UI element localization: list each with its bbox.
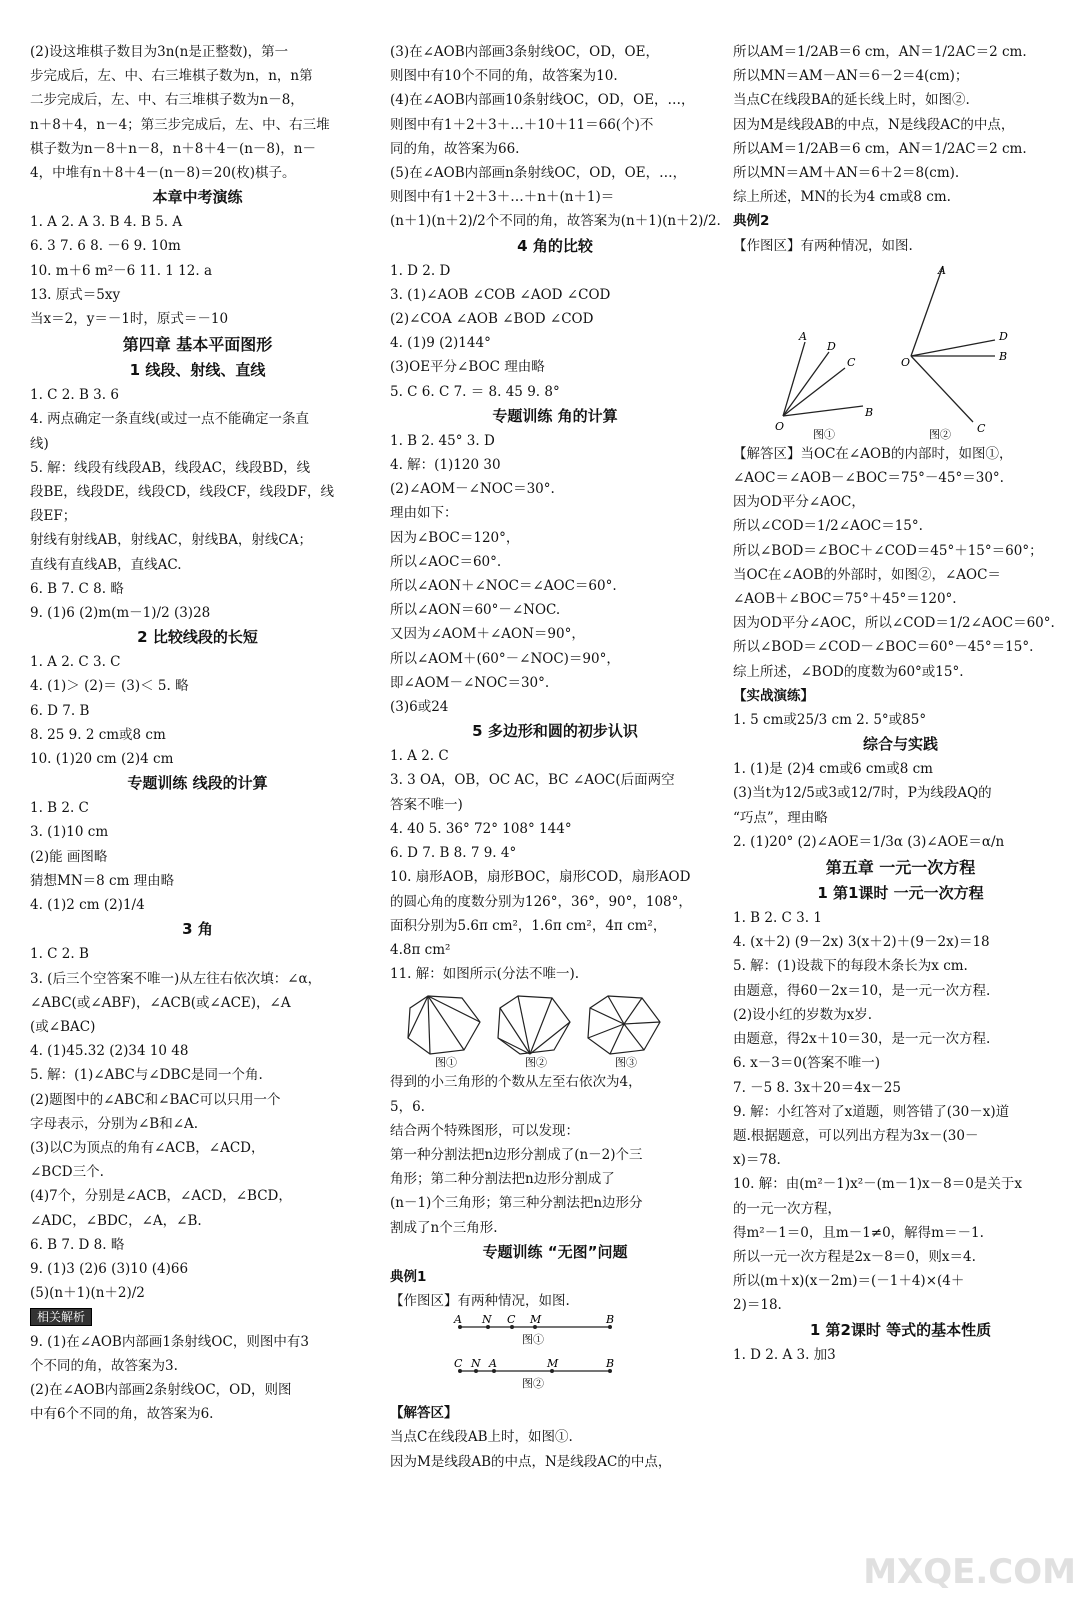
figure-caption: 图③ <box>615 1056 637 1069</box>
text-line: 即∠AOM－∠NOC＝30°. <box>390 674 550 691</box>
text-line: 则图中有10个不同的角，故答案为10. <box>390 68 618 85</box>
text-line: 因为M是线段AB的中点，N是线段AC的中点， <box>733 116 1015 133</box>
text-line: 【解答区】当OC在∠AOB的内部时，如图①， <box>733 445 1013 462</box>
text-line: 二步完成后，左、中、右三堆棋子数为n－8， <box>30 92 304 109</box>
figure-caption: 图① <box>813 427 835 440</box>
text-line: 因为OD平分∠AOC，所以∠COD＝1/2∠AOC＝60°. <box>733 615 1055 632</box>
text-line: 13. 原式＝5xy <box>30 286 121 303</box>
text-line: 角形；第二种分割法把n边形分割成了 <box>390 1171 615 1188</box>
heptagon-figure-3 <box>588 996 660 1054</box>
point-label: C <box>507 1315 516 1327</box>
point-label: O <box>775 419 785 433</box>
section-heading: 1 线段、射线、直线 <box>129 361 266 380</box>
text-line: 的一元一次方程， <box>733 1200 841 1217</box>
text-line: “巧点”，理由略 <box>733 809 828 826</box>
text-line: 3. 3 OA，OB，OC AC，BC ∠AOC(后面两空 <box>390 772 675 789</box>
chapter-heading: 第四章 基本平面图形 <box>122 335 273 355</box>
chapter-heading: 第五章 一元一次方程 <box>825 858 976 878</box>
text-line: 面积分别为5.6π cm²，1.6π cm²，4π cm²， <box>390 917 667 934</box>
text-line: 4. (1)45.32 (2)34 10 48 <box>30 1043 189 1060</box>
section-heading: 4 角的比较 <box>517 236 593 255</box>
text-line: 个不同的角，故答案为3. <box>30 1357 178 1374</box>
text-line: 6. D 7. B 8. 7 9. 4° <box>390 845 517 862</box>
text-line: 所以∠AON＝60°－∠NOC. <box>390 602 561 619</box>
text-line: 结合两个特殊图形，可以发现： <box>390 1122 579 1139</box>
section-heading: 综合与实践 <box>862 735 938 754</box>
text-line: (n－1)个三角形；第三种分割法把n边形分 <box>390 1195 643 1212</box>
text-line: 所以∠AON＋∠NOC＝∠AOC＝60°. <box>390 578 617 595</box>
text-line: (或∠BAC) <box>30 1018 96 1035</box>
point-label: A <box>799 329 807 343</box>
text-line: 2. (1)20° (2)∠AOE＝1/3α (3)∠AOE＝α/n <box>733 833 1005 850</box>
text-line: n＋8＋4，n－4；第三步完成后，左、中、右三堆 <box>30 116 330 133</box>
text-line: 1. B 2. C <box>30 800 89 817</box>
text-line: 5. 解：(1)设裁下的每段木条长为x cm. <box>733 958 968 975</box>
text-line: 综上所述，∠BOD的度数为60°或15°. <box>733 663 964 680</box>
text-line: 字母表示，分别为∠B和∠A. <box>30 1115 199 1132</box>
text-line: ∠ADC，∠BDC，∠A，∠B. <box>30 1212 202 1229</box>
text-line: 4. (1)9 (2)144° <box>390 335 491 352</box>
text-line: (2)设小红的岁数为x岁. <box>733 1006 873 1023</box>
text-line: 1. D 2. A 3. 加3 <box>733 1346 836 1363</box>
point-label: B <box>999 349 1008 363</box>
text-line: 棋子数为n－8＋n－8，n＋8＋4－(n－8)，n－ <box>30 140 316 157</box>
text-line: 1. 5 cm或25/3 cm 2. 5°或85° <box>733 712 927 729</box>
section-heading: 本章中考演练 <box>152 188 243 207</box>
text-line: 1. A 2. C <box>390 748 449 765</box>
text-line: (3)OE平分∠BOC 理由略 <box>390 359 545 376</box>
text-line: (2)∠COA ∠AOB ∠BOD ∠COD <box>390 311 594 328</box>
segment-figure <box>390 1315 710 1399</box>
practice-label: 【实战演练】 <box>733 687 814 704</box>
text-line: ∠AOB＋∠BOC＝75°＋45°＝120°. <box>733 591 957 608</box>
text-line: 8. 25 9. 2 cm或8 cm <box>30 726 166 743</box>
text-line: 则图中有1＋2＋3＋…＋n＋(n＋1)＝ <box>390 189 615 206</box>
text-line: 又因为∠AOM＋∠AON＝90°， <box>390 626 585 643</box>
text-line: 1. A 2. C 3. C <box>30 654 121 671</box>
text-line: 当x＝2，y＝－1时，原式＝－10 <box>30 311 229 328</box>
text-line: 所以(m＋x)(x－2m)＝(－1＋4)×(4＋ <box>733 1273 965 1290</box>
text-line: 3. (后三个空答案不唯一)从左往右依次填：∠α， <box>30 970 322 987</box>
text-line: 1. D 2. D <box>390 262 451 279</box>
polygon-division-figure <box>390 988 710 1068</box>
point-label: A <box>489 1357 497 1371</box>
text-line: 射线有射线AB，射线AC，射线BA，射线CA； <box>30 532 312 549</box>
text-line: (3)当t为12/5或3或12/7时，P为线段AQ的 <box>733 785 992 802</box>
point-label: C <box>847 355 856 369</box>
text-line: 因为M是线段AB的中点，N是线段AC的中点， <box>390 1453 672 1470</box>
text-line: 所以AM＝1/2AB＝6 cm，AN＝1/2AC＝2 cm. <box>733 140 1027 157</box>
text-line: 由题意，得2x＋10＝30，是一元一次方程. <box>733 1031 991 1048</box>
text-line: 5，6. <box>390 1098 425 1115</box>
figure-caption: 图② <box>525 1056 547 1069</box>
text-line: 7. －5 8. 3x＋20＝4x－25 <box>733 1079 901 1096</box>
point-label: M <box>547 1357 559 1371</box>
text-line: 因为OD平分∠AOC， <box>733 494 865 511</box>
text-line: 【作图区】有两种情况，如图. <box>390 1292 570 1309</box>
heptagon-figure-2 <box>498 996 570 1054</box>
text-line: (3)以C为顶点的角有∠ACB，∠ACD， <box>30 1139 265 1156</box>
text-line: 2)＝18. <box>733 1297 782 1314</box>
middle-column <box>390 40 720 1474</box>
text-line: 段EF； <box>30 508 77 525</box>
text-line: 6. B 7. D 8. 略 <box>30 1236 125 1253</box>
text-line: (3)6或24 <box>390 699 449 716</box>
text-line: (3)在∠AOB内部画3条射线OC，OD，OE， <box>390 44 659 60</box>
text-line: 【作图区】有两种情况，如图. <box>733 237 913 254</box>
text-line: (4)7个，分别是∠ACB，∠ACD，∠BCD， <box>30 1188 292 1205</box>
text-line: 11. 解：如图所示(分法不唯一). <box>390 966 580 983</box>
text-line: ∠ABC(或∠ABF)，∠ACB(或∠ACE)，∠A <box>30 994 291 1011</box>
right-column <box>733 40 1068 1367</box>
text-line: 4. (1)＞ (2)＝ (3)＜ 5. 略 <box>30 678 189 695</box>
text-line: 6. 3 7. 6 8. －6 9. 10m <box>30 238 181 255</box>
text-line: 所以∠COD＝1/2∠AOC＝15°. <box>733 518 923 535</box>
text-line: 9. 解：小红答对了x道题，则答错了(30－x)道 <box>733 1103 1010 1120</box>
text-line: 1. A 2. A 3. B 4. B 5. A <box>30 214 183 231</box>
text-line: 所以∠AOM＋(60°－∠NOC)＝90°， <box>390 650 620 667</box>
text-line: 题.根据题意，可以列出方程为3x－(30－ <box>733 1127 979 1144</box>
section-heading: 专题训练 角的计算 <box>492 406 618 425</box>
text-line: 得m²－1＝0，且m－1≠0，解得m＝－1. <box>733 1224 984 1241</box>
text-line: 直线有直线AB，直线AC. <box>30 556 182 573</box>
text-line: 4.8π cm² <box>390 941 451 958</box>
section-heading: 专题训练 “无图”问题 <box>482 1242 628 1261</box>
point-label: N <box>471 1357 481 1371</box>
text-line: 当点C在线段BA的延长线上时，如图②. <box>733 92 970 109</box>
text-line: 中有6个不同的角，故答案为6. <box>30 1406 214 1423</box>
text-line: 则图中有1＋2＋3＋…＋10＋11＝66(个)不 <box>390 116 654 133</box>
text-line: 猜想MN＝8 cm 理由略 <box>30 872 175 889</box>
text-line: (4)在∠AOB内部画10条射线OC，OD，OE，…， <box>390 92 695 109</box>
text-line: 第一种分割法把n边形分割成了(n－2)个三 <box>390 1146 643 1163</box>
text-line: x)＝78. <box>733 1152 781 1169</box>
text-line: 理由如下： <box>390 505 458 522</box>
text-line: 4，中堆有n＋8＋4－(n－8)＝20(枚)棋子。 <box>30 165 296 182</box>
point-label: C <box>454 1357 463 1371</box>
text-line: 所以一元一次方程是2x－8＝0，则x＝4. <box>733 1248 976 1265</box>
text-line: (5)在∠AOB内部画n条射线OC，OD，OE，…， <box>390 165 687 182</box>
angle-figure <box>733 260 1063 440</box>
point-label: O <box>901 355 911 369</box>
text-line: 所以MN＝AM－AN＝6－2＝4(cm)； <box>733 68 969 85</box>
text-line: 4. 40 5. 36° 72° 108° 144° <box>390 820 572 837</box>
text-line: (2)能 画图略 <box>30 848 108 865</box>
text-line: 4. (1)2 cm (2)1/4 <box>30 897 145 914</box>
text-line: 段BE，线段DE，线段CD，线段CF，线段DF，线 <box>30 484 334 501</box>
section-heading: 3 角 <box>182 920 213 939</box>
text-line: 当OC在∠AOB的外部时，如图②，∠AOC＝ <box>733 566 1001 583</box>
text-line: 所以∠AOC＝60°. <box>390 553 502 570</box>
text-line: 10. 解：由(m²－1)x²－(m－1)x－8＝0是关于x <box>733 1176 1022 1193</box>
section-heading: 5 多边形和圆的初步认识 <box>472 722 638 741</box>
point-label: N <box>482 1315 492 1327</box>
example-label: 典例1 <box>390 1268 427 1285</box>
text-line: 答案不唯一) <box>390 796 463 813</box>
text-line: 当点C在线段AB上时，如图①. <box>390 1429 573 1446</box>
text-line: (5)(n＋1)(n＋2)/2 <box>30 1285 145 1302</box>
text-line: 10. m＋6 m²－6 11. 1 12. a <box>30 262 212 279</box>
point-label: M <box>530 1315 542 1327</box>
figure-caption: 图② <box>929 427 951 440</box>
text-line: 10. (1)20 cm (2)4 cm <box>30 751 174 768</box>
section-heading: 专题训练 线段的计算 <box>127 774 268 793</box>
figure-caption: 图① <box>435 1056 457 1069</box>
point-label: A <box>938 263 946 277</box>
text-line: 3. (1)10 cm <box>30 824 109 841</box>
text-line: 1. C 2. B 3. 6 <box>30 387 119 404</box>
text-line: 4. 两点确定一条直线(或过一点不能确定一条直 <box>30 411 309 428</box>
text-line: 6. B 7. C 8. 略 <box>30 580 124 597</box>
text-line: (2)在∠AOB内部画2条射线OC，OD，则图 <box>30 1381 292 1398</box>
text-line: 步完成后，左、中、右三堆棋子数为n，n，n第 <box>30 68 313 85</box>
left-column <box>30 40 365 1426</box>
section-heading: 1 第2课时 等式的基本性质 <box>809 1320 992 1339</box>
text-line: 6. x－3＝0(答案不唯一) <box>733 1055 880 1072</box>
analysis-badge: 相关解析 <box>30 1308 92 1326</box>
point-label: D <box>827 339 836 353</box>
text-line: 1. B 2. C 3. 1 <box>733 910 822 927</box>
watermark: MXQE.COM <box>863 1552 1076 1592</box>
text-line: 1. B 2. 45° 3. D <box>390 432 495 449</box>
figure-caption: 图② <box>522 1377 544 1391</box>
text-line: 1. (1)是 (2)4 cm或6 cm或8 cm <box>733 761 933 778</box>
text-line: 4. 解：(1)120 30 <box>390 457 501 474</box>
text-line: 9. (1)6 (2)m(m－1)/2 (3)28 <box>30 605 211 622</box>
text-line: 同的角，故答案为66. <box>390 140 520 157</box>
point-label: D <box>999 329 1008 343</box>
text-line: ∠AOC＝∠AOB－∠BOC＝75°－45°＝30°. <box>733 470 1004 487</box>
text-line: (n＋1)(n＋2)/2个不同的角，故答案为(n＋1)(n＋2)/2. <box>390 213 721 230</box>
text-line: 5. 解：线段有线段AB，线段AC，线段BD，线 <box>30 459 311 476</box>
text-line: 3. (1)∠AOB ∠COB ∠AOD ∠COD <box>390 286 611 303</box>
point-label: B <box>606 1315 615 1327</box>
point-label: B <box>606 1357 615 1371</box>
text-line: 9. (1)在∠AOB内部画1条射线OC，则图中有3 <box>30 1333 309 1350</box>
point-label: B <box>865 405 874 419</box>
text-line: 5. 解：(1)∠ABC与∠DBC是同一个角. <box>30 1067 263 1084</box>
text-line: 因为∠BOC＝120°， <box>390 529 520 546</box>
point-label: C <box>977 421 986 435</box>
example-label: 典例2 <box>733 213 770 230</box>
text-line: 5. C 6. C 7. ＝ 8. 45 9. 8° <box>390 383 560 400</box>
text-line: 所以∠BOD＝∠BOC＋∠COD＝45°＋15°＝60°； <box>733 542 1043 559</box>
text-line: 9. (1)3 (2)6 (3)10 (4)66 <box>30 1260 189 1277</box>
text-line: 6. D 7. B <box>30 702 90 719</box>
point-label: A <box>454 1315 462 1327</box>
text-line: 4. (x＋2) (9－2x) 3(x＋2)＋(9－2x)＝18 <box>733 934 990 951</box>
text-line: 得到的小三角形的个数从左至右依次为4， <box>390 1074 642 1091</box>
text-line: 的圆心角的度数分别为126°，36°，90°，108°， <box>390 893 692 910</box>
text-line: 所以∠BOD＝∠COD－∠BOC＝60°－45°＝15°. <box>733 639 1034 656</box>
section-heading: 2 比较线段的长短 <box>137 628 258 647</box>
text-line: 线) <box>30 435 49 452</box>
figure-caption: 图① <box>522 1333 544 1347</box>
answer-area-label: 【解答区】 <box>390 1405 458 1422</box>
heptagon-figure-1 <box>408 996 480 1054</box>
text-line: 1. C 2. B <box>30 946 89 963</box>
text-line: (2)设这堆棋子数目为3n(n是正整数)，第一 <box>30 44 289 60</box>
text-line: ∠BCD三个. <box>30 1164 104 1181</box>
text-line: 所以AM＝1/2AB＝6 cm，AN＝1/2AC＝2 cm. <box>733 44 1027 60</box>
text-line: 割成了n个三角形. <box>390 1219 498 1236</box>
text-line: 综上所述，MN的长为4 cm或8 cm. <box>733 189 951 206</box>
text-line: 由题意，得60－2x＝10，是一元一次方程. <box>733 982 991 999</box>
text-line: 10. 扇形AOB，扇形BOC，扇形COD，扇形AOD <box>390 869 691 886</box>
text-line: 所以MN＝AM＋AN＝6＋2＝8(cm). <box>733 165 960 182</box>
text-line: (2)题图中的∠ABC和∠BAC可以只用一个 <box>30 1091 281 1108</box>
text-line: (2)∠AOM－∠NOC＝30°. <box>390 481 555 498</box>
section-heading: 1 第1课时 一元一次方程 <box>817 884 984 903</box>
analysis-label <box>30 1305 365 1329</box>
